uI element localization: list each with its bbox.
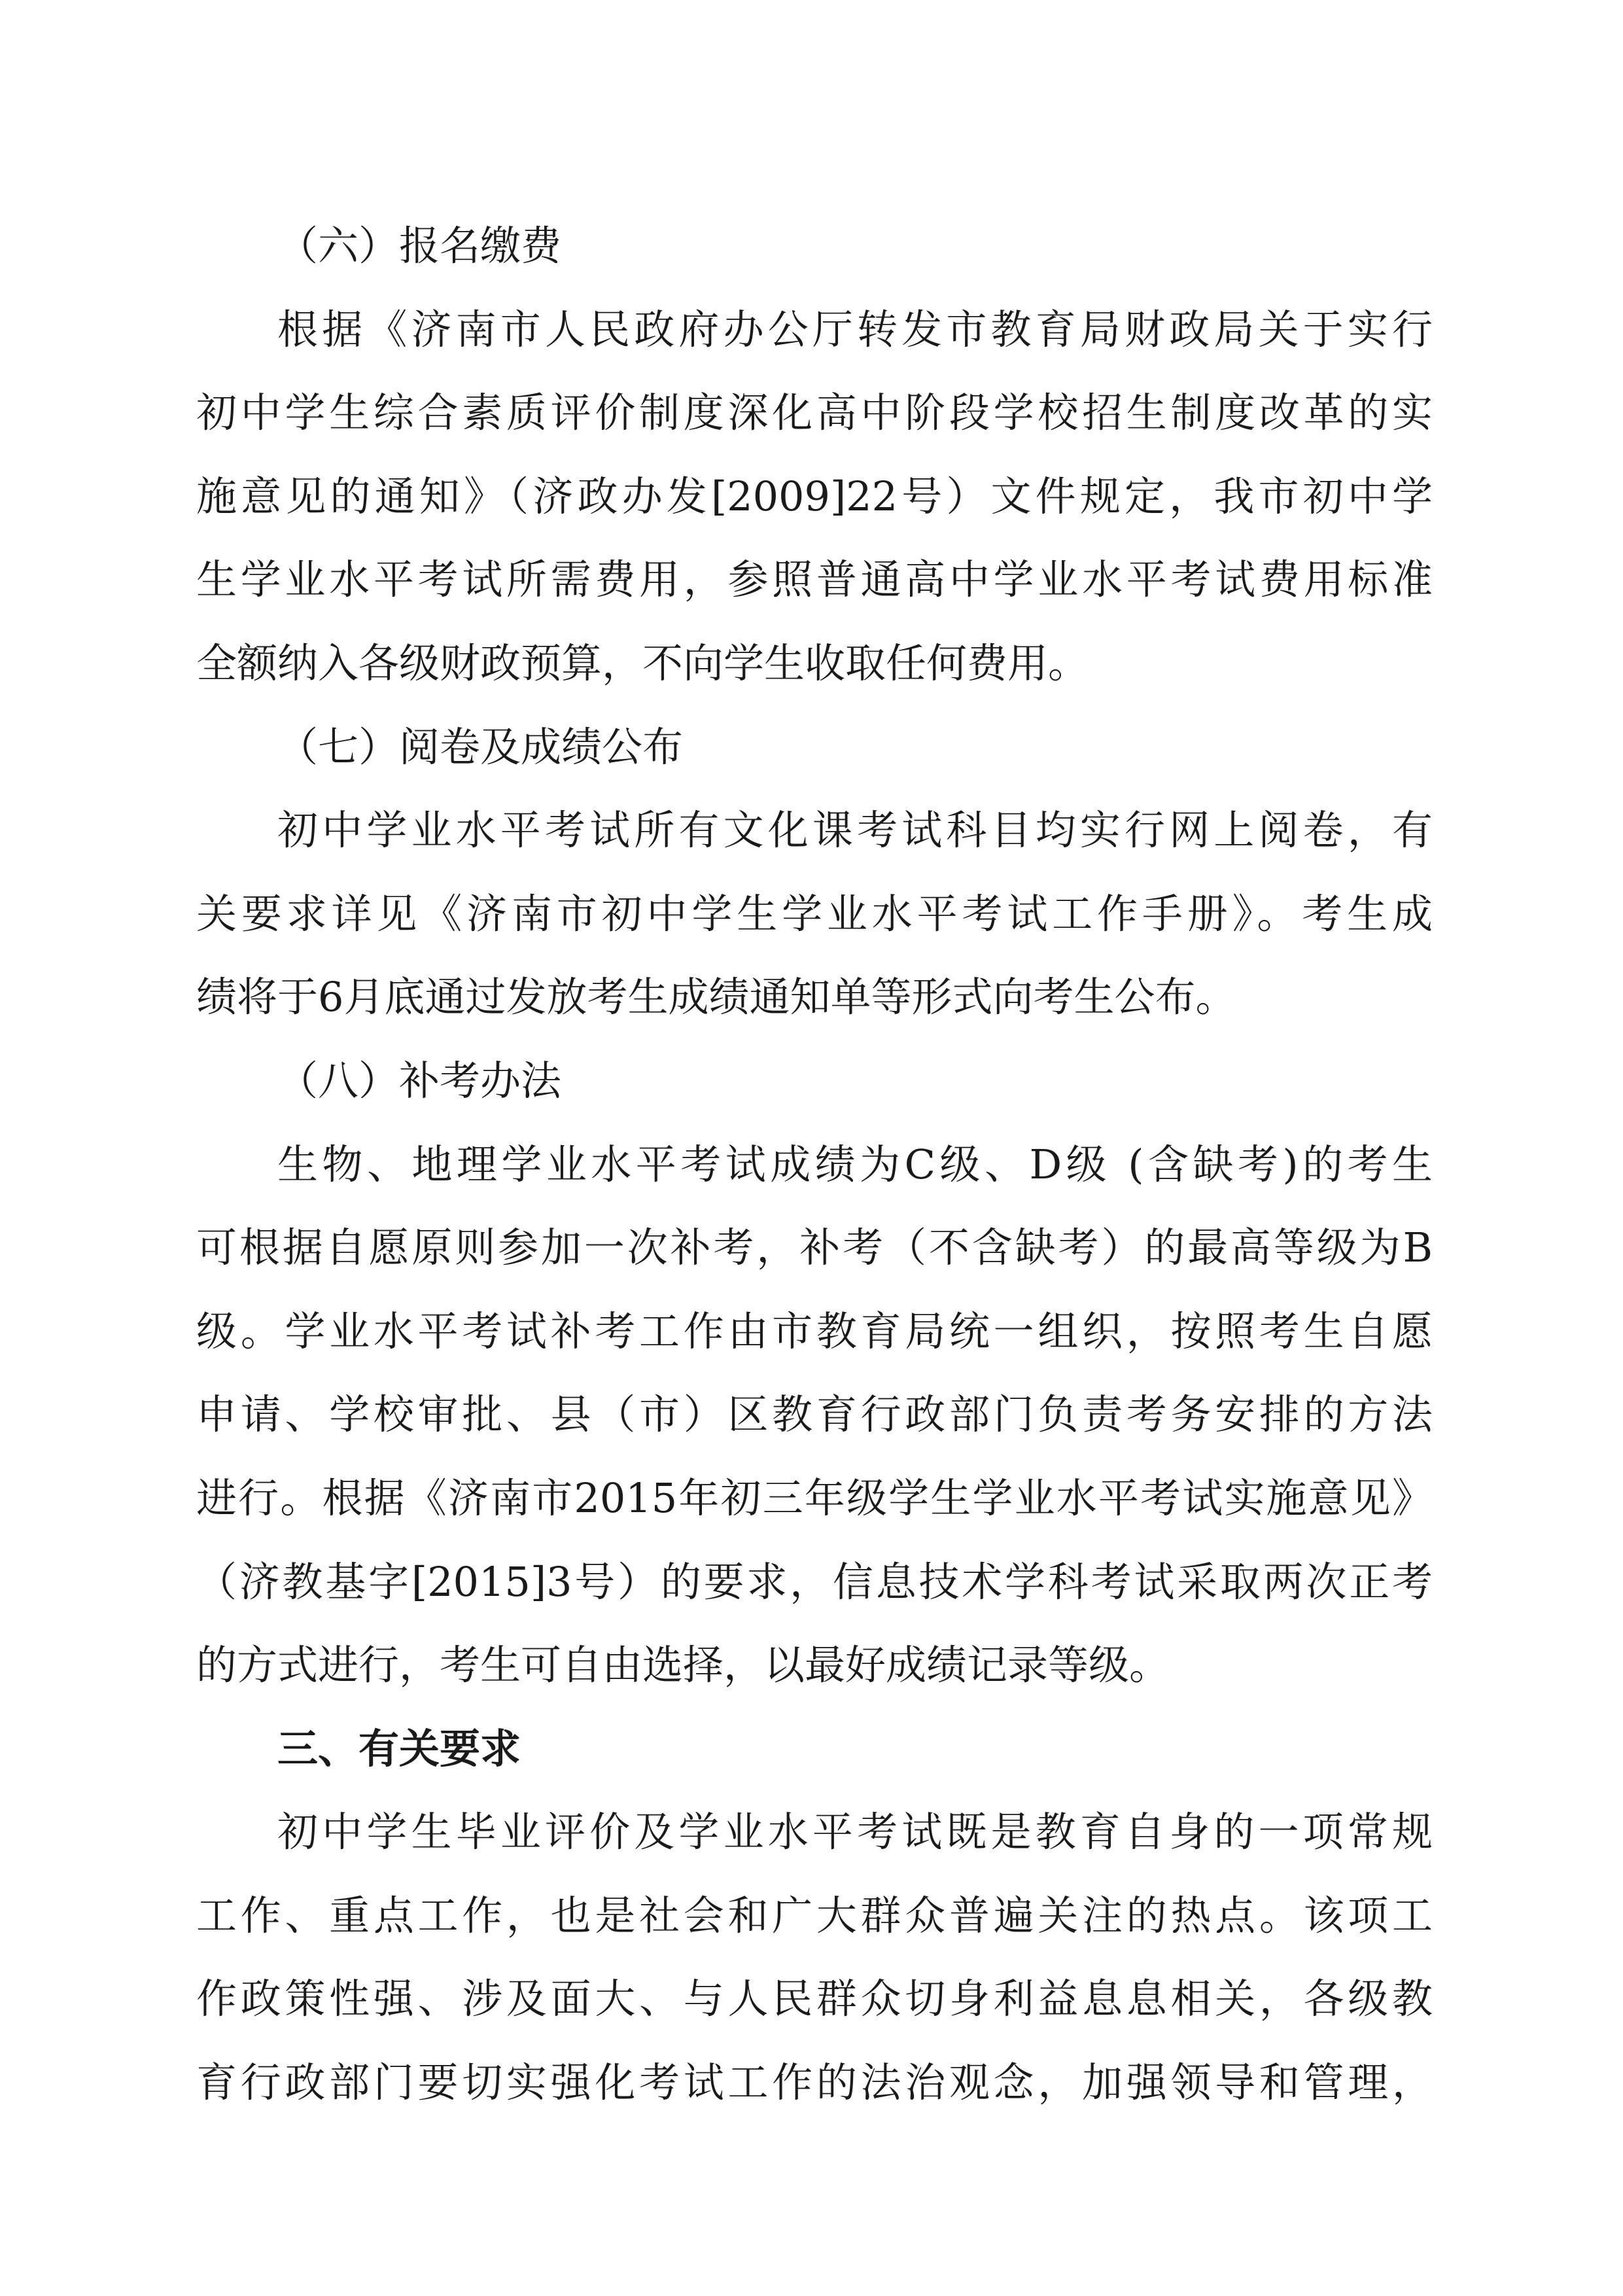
paragraph-line: 全额纳入各级财政预算，不向学生收取任何费用。 [196, 639, 1089, 687]
paragraph-line: 初中学生综合素质评价制度深化高中阶段学校招生制度改革的实 [196, 389, 1433, 437]
paragraph-line: 作政策性强、涉及面大、与人民群众切身利益息息相关，各级教 [196, 1975, 1433, 2023]
paragraph-line: 施意见的通知》（济政办发[2009]22号）文件规定，我市初中学 [196, 472, 1433, 520]
paragraph-line: 可根据自愿原则参加一次补考，补考（不含缺考）的最高等级为B [196, 1224, 1433, 1272]
paragraph-line: 初中学业水平考试所有文化课考试科目均实行网上阅卷，有 [277, 806, 1433, 855]
paragraph-line: 工作、重点工作，也是社会和广大群众普遍关注的热点。该项工 [196, 1891, 1433, 1939]
section-heading-makeup-exam: （八）补考办法 [277, 1056, 562, 1104]
paragraph-line: 的方式进行，考生可自由选择，以最好成绩记录等级。 [196, 1641, 1170, 1689]
paragraph-line: 关要求详见《济南市初中学生学业水平考试工作手册》。考生成 [196, 889, 1433, 938]
paragraph-line: 生学业水平考试所需费用，参照普通高中学业水平考试费用标准 [196, 556, 1433, 604]
paragraph-line: 进行。根据《济南市2015年初三年级学生学业水平考试实施意见》 [196, 1474, 1433, 1522]
paragraph-line: （济教基字[2015]3号）的要求，信息技术学科考试采取两次正考 [196, 1557, 1433, 1606]
paragraph-line: 生物、地理学业水平考试成绩为C级、D级 (含缺考)的考生 [277, 1140, 1433, 1188]
paragraph-line: 级。学业水平考试补考工作由市教育局统一组织，按照考生自愿 [196, 1307, 1433, 1355]
paragraph-line: 申请、学校审批、县（市）区教育行政部门负责考务安排的方法 [196, 1390, 1433, 1439]
document-body [196, 204, 1433, 2125]
paragraph-line: 初中学生毕业评价及学业水平考试既是教育自身的一项常规 [277, 1808, 1433, 1856]
paragraph-line: 绩将于6月底通过发放考生成绩通知单等形式向考生公布。 [196, 973, 1236, 1021]
section-heading-grading-results: （七）阅卷及成绩公布 [277, 722, 684, 771]
section-heading-requirements: 三、有关要求 [277, 1724, 521, 1773]
section-heading-registration-fee: （六）报名缴费 [277, 222, 562, 270]
paragraph-line: 根据《济南市人民政府办公厅转发市教育局财政局关于实行 [277, 305, 1433, 353]
paragraph-line: 育行政部门要切实强化考试工作的法治观念，加强领导和管理， [196, 2058, 1433, 2107]
